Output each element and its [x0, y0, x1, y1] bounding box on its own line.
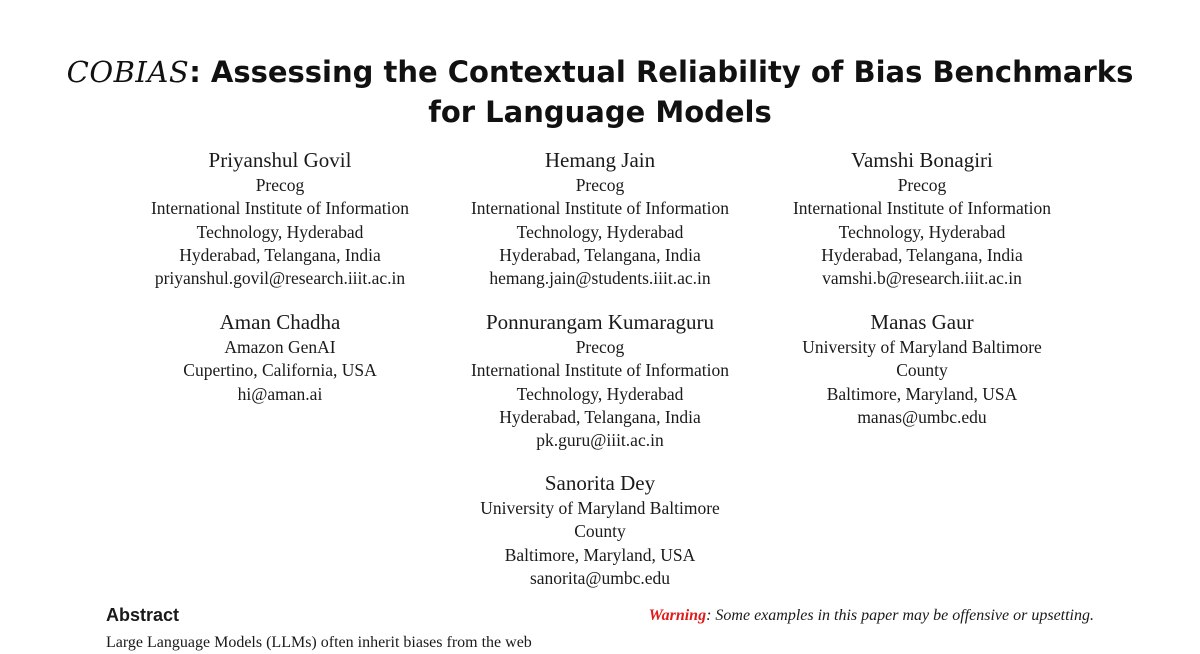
author-affiliation: County	[574, 521, 626, 542]
author-affiliation: County	[896, 360, 948, 381]
author-location: Hyderabad, Telangana, India	[499, 406, 701, 427]
author-location: Hyderabad, Telangana, India	[499, 244, 701, 265]
author-affiliation: Technology, Hyderabad	[838, 221, 1006, 242]
author-affiliation: International Institute of Information	[150, 198, 410, 219]
title-line-1	[0, 52, 1200, 92]
author-affiliation: University of Maryland Baltimore	[480, 498, 720, 518]
author-email: vamshi.b@research.iiit.ac.in	[822, 268, 1022, 289]
author-affiliation: Precog	[575, 175, 625, 195]
author-name: Vamshi Bonagiri	[851, 148, 993, 172]
author-name: Manas Gaur	[870, 310, 974, 334]
author-affiliation: Precog	[575, 337, 625, 357]
warning-label: Warning	[648, 607, 707, 624]
author-location: Hyderabad, Telangana, India	[179, 244, 381, 265]
title-acronym: COBIAS	[66, 55, 190, 89]
content-warning	[649, 605, 1094, 627]
author-location: Cupertino, California, USA	[183, 360, 377, 381]
author-email: manas@umbc.edu	[857, 406, 987, 427]
author-affiliation: International Institute of Information	[470, 198, 730, 219]
abstract-heading: Abstract	[106, 605, 180, 625]
author-block	[115, 309, 445, 406]
author-affiliation: Technology, Hyderabad	[516, 383, 684, 404]
author-location: Baltimore, Maryland, USA	[826, 383, 1018, 404]
author-affiliation: Precog	[897, 175, 947, 195]
author-name: Priyanshul Govil	[208, 148, 352, 172]
author-email: pk.guru@iiit.ac.in	[536, 430, 664, 451]
author-affiliation: International Institute of Information	[470, 360, 730, 381]
warning-text: : Some examples in this paper may be offensive or upsetting.	[706, 607, 1094, 624]
title-line-2: for Language Models	[428, 95, 772, 129]
author-affiliation: Amazon GenAI	[224, 337, 336, 357]
author-block	[435, 147, 765, 290]
author-affiliation: Precog	[255, 175, 305, 195]
author-block	[757, 147, 1087, 290]
author-name: Ponnurangam Kumaraguru	[485, 310, 715, 334]
author-email: hemang.jain@students.iiit.ac.in	[489, 268, 711, 289]
author-block	[115, 147, 445, 290]
author-block	[757, 309, 1087, 429]
author-affiliation: Technology, Hyderabad	[196, 221, 364, 242]
abstract-text: Large Language Models (LLMs) often inherit biases from the web	[106, 634, 532, 651]
author-location: Hyderabad, Telangana, India	[821, 244, 1023, 265]
author-block	[435, 470, 765, 590]
author-affiliation: International Institute of Information	[792, 198, 1052, 219]
author-name: Sanorita Dey	[544, 471, 656, 495]
title-line-1-rest: : Assessing the Contextual Reliability of Bias Benchmarks	[189, 55, 1134, 89]
paper-title	[0, 52, 1200, 132]
author-affiliation: Technology, Hyderabad	[516, 221, 684, 242]
author-affiliation: University of Maryland Baltimore	[802, 337, 1042, 357]
author-name: Hemang Jain	[544, 148, 656, 172]
author-email: hi@aman.ai	[237, 383, 323, 404]
author-location: Baltimore, Maryland, USA	[504, 544, 696, 565]
author-email: sanorita@umbc.edu	[529, 567, 671, 588]
author-name: Aman Chadha	[219, 310, 341, 334]
author-block	[435, 309, 765, 452]
author-email: priyanshul.govil@research.iiit.ac.in	[154, 268, 406, 289]
